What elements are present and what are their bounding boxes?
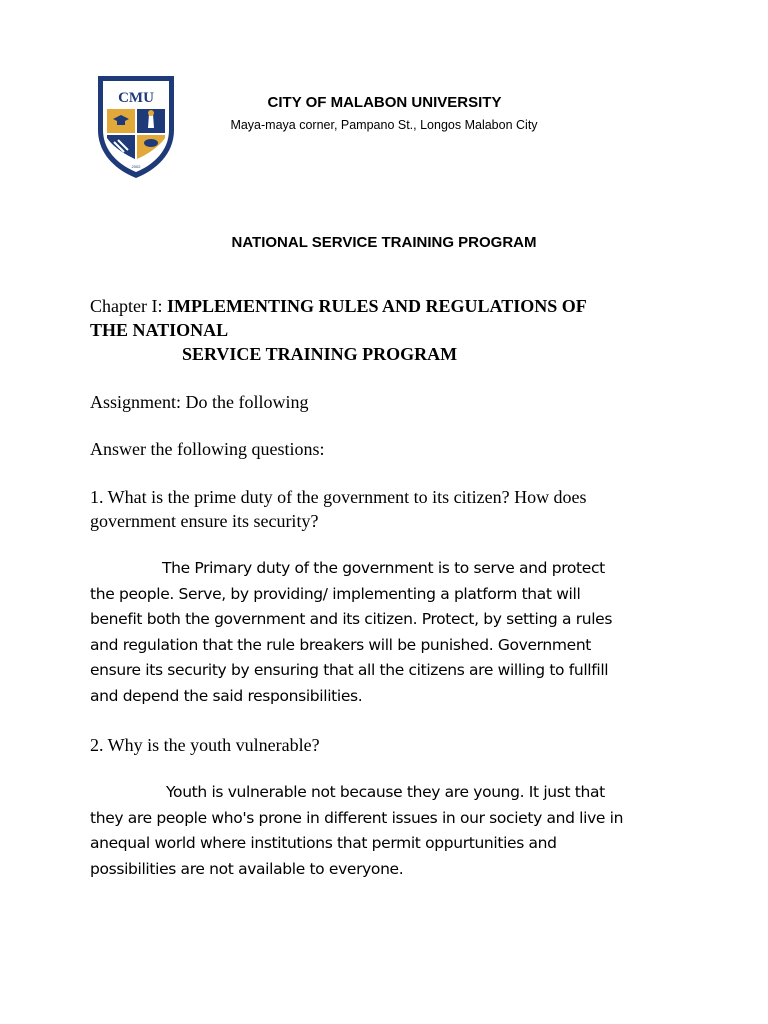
svg-text:2002: 2002 [131, 164, 141, 169]
answer-2: Youth is vulnerable not because they are young. It just that they are people who's prone in different issues in our society and live in anequal world where institutions that permit oppurtunities and possibilities are not available to everyone. [90, 783, 624, 878]
question-1: 1. What is the prime duty of the government to its citizen? How does government ensure its security? [90, 487, 587, 531]
instructions-label: Answer the following questions: [90, 439, 325, 459]
program-title: NATIONAL SERVICE TRAINING PROGRAM [231, 234, 537, 251]
university-address: Maya-maya corner, Pampano St., Longos Malabon City [230, 118, 538, 132]
chapter-title-line-1: IMPLEMENTING RULES AND REGULATIONS OF [166, 296, 587, 316]
question-2: 2. Why is the youth vulnerable? [90, 735, 320, 755]
chapter-title-line-2: THE NATIONAL [90, 320, 229, 340]
chapter-title-line-3: SERVICE TRAINING PROGRAM [182, 344, 458, 364]
answer-1: The Primary duty of the government is to serve and protect the people. Serve, by providing/ implementing a platform that will benefit both the government and its citizen. Protect, by setting a rules and regulation that the rule breakers will be punished. Government ensure its security by ensuring that all the citizens are willing to fullfill and depend the said responsibilities. [90, 559, 613, 705]
chapter-heading: Chapter I: IMPLEMENTING RULES AND REGULATIONS OF THE NATIONAL [90, 296, 587, 340]
university-name: CITY OF MALABON UNIVERSITY [267, 94, 502, 111]
assignment-label: Assignment: Do the following [90, 392, 309, 412]
svg-text:CMU: CMU [118, 90, 154, 106]
